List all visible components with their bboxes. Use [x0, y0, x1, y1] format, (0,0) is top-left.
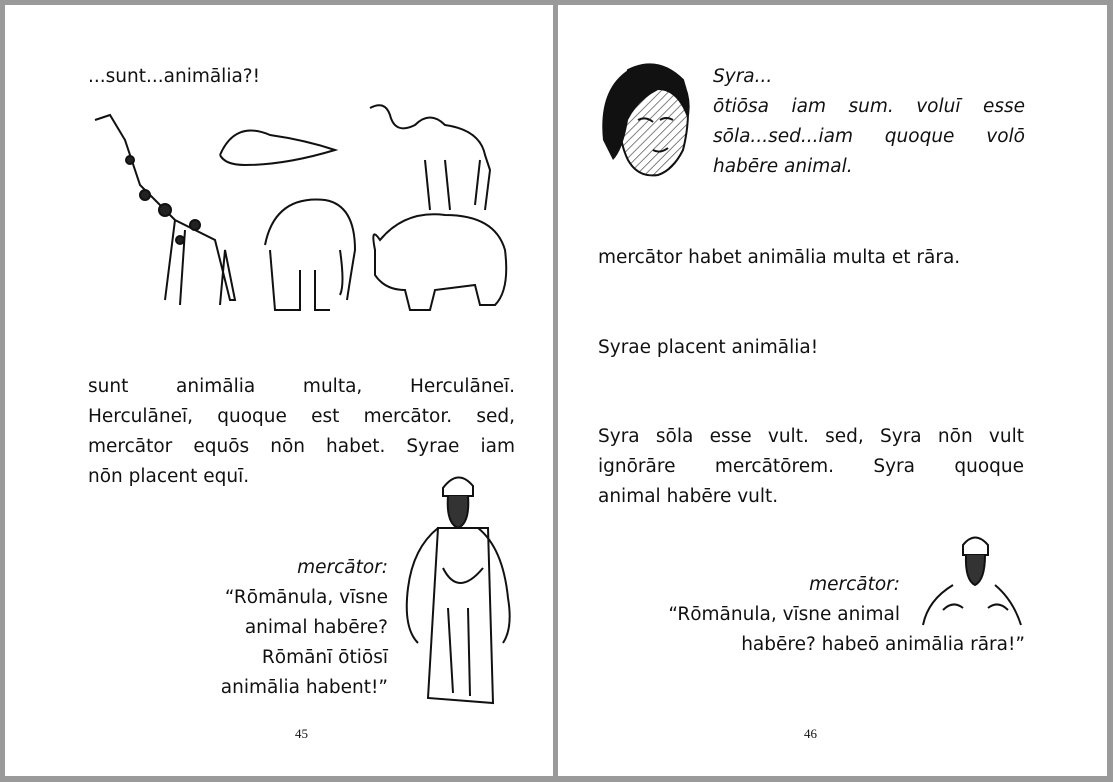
page-heading: ...sunt...animālia?! — [88, 66, 261, 87]
paragraph — [598, 422, 1024, 512]
quote-line: “Rōmānula, vīsne animal — [668, 604, 900, 625]
speaker-label: mercātor: — [297, 557, 388, 578]
paragraph-line: ignōrāre mercātōrem. Syra quoque — [598, 456, 1024, 477]
thought-speaker: Syra... — [713, 66, 773, 87]
paragraph-line: animal habēre vult. — [598, 486, 779, 507]
thought-line: sōla...sed...iam quoque volō — [713, 126, 1025, 147]
quote-line: animal habēre? — [244, 617, 388, 638]
paragraph-line: sunt animālia multa, Herculāneī. — [88, 376, 515, 397]
merchant-illustration — [913, 530, 1023, 630]
right-page — [558, 5, 1107, 776]
paragraph-line: nōn placent equī. — [88, 466, 250, 487]
paragraph-line: Herculāneī, quoque est mercātor. sed, — [88, 406, 515, 427]
animals-illustration — [85, 100, 525, 335]
page-number: 45 — [295, 726, 308, 741]
syra-thought — [713, 62, 1025, 182]
paragraph-line: mercātor equōs nōn habet. Syrae iam — [88, 436, 515, 457]
paragraph-line: Syra sōla esse vult. sed, Syra nōn vult — [598, 426, 1024, 447]
syra-portrait — [598, 60, 693, 185]
thought-line: ōtiōsa iam sum. voluī esse — [713, 96, 1025, 117]
quote-line: habēre? habeō animālia rāra!” — [741, 634, 1025, 655]
quote-line: animālia habent!” — [220, 677, 388, 698]
page-number: 46 — [804, 726, 817, 741]
merchant-quote — [88, 553, 388, 703]
quote-line: “Rōmānula, vīsne — [224, 587, 388, 608]
left-page — [5, 5, 553, 776]
merchant-illustration — [398, 468, 518, 708]
paragraph: mercātor habet animālia multa et rāra. — [598, 247, 961, 268]
speaker-label-text: mercātor: — [809, 574, 900, 595]
speaker-label — [570, 570, 900, 630]
paragraph: Syrae placent animālia! — [598, 337, 819, 358]
thought-line: habēre animal. — [713, 156, 853, 177]
quote-line: Rōmānī ōtiōsī — [261, 647, 388, 668]
